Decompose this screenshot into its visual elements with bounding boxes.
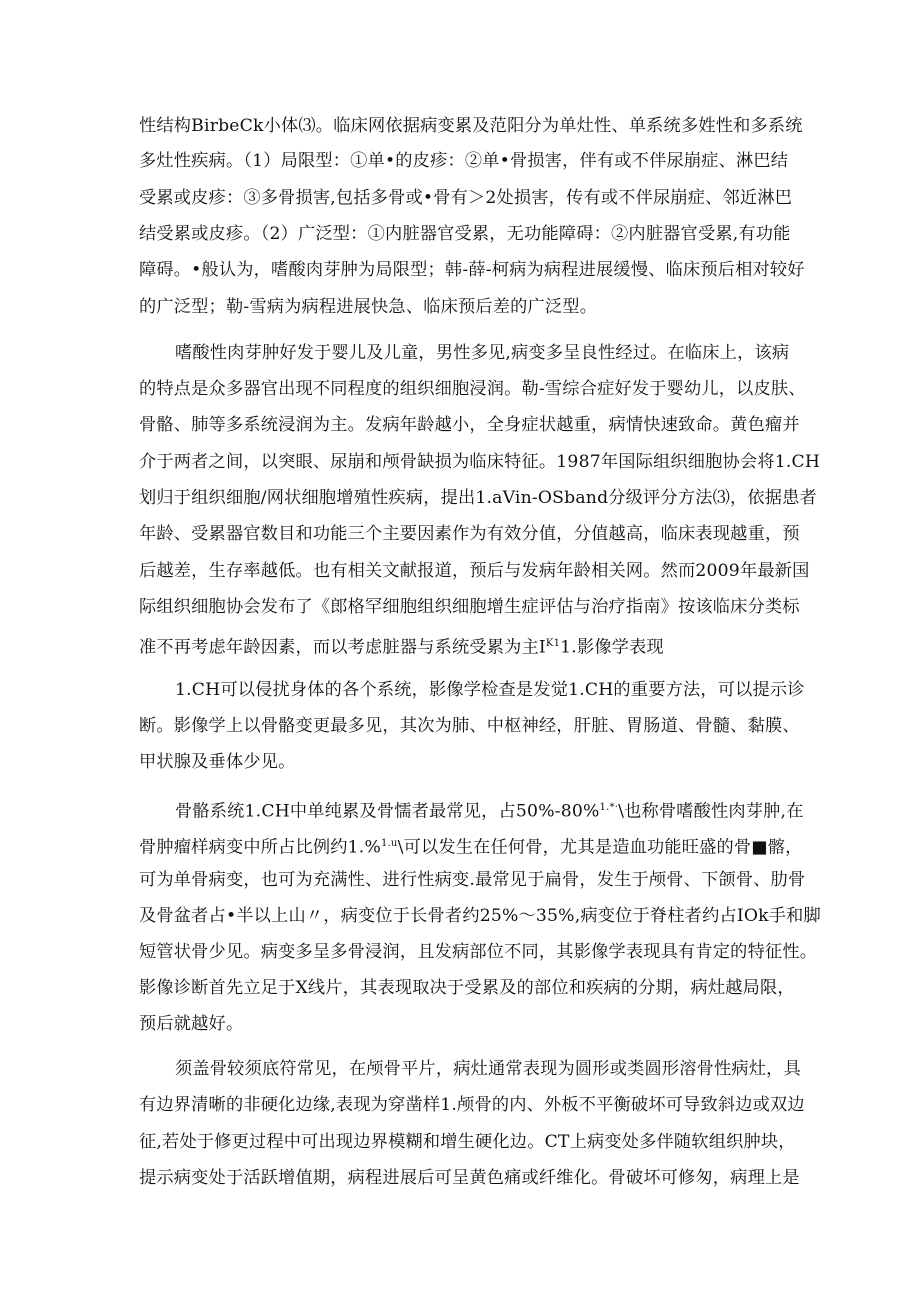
text-line: 甲状腺及垂体少见。: [139, 752, 296, 772]
superscript: 1.*·: [599, 802, 619, 813]
text-line: 预后就越好。: [139, 1014, 244, 1034]
text-line: 年龄、受累器官数目和功能三个主要因素作为有效分值，分值越高，临床表现越重，预: [139, 524, 800, 544]
text-segment: \可以发生在任何骨，尤其是造血功能旺盛的骨■髂，: [397, 837, 803, 858]
text-line: 结受累或皮疹。（2）广泛型：①内脏器官受累，无功能障碍：②内脏器官受累,有功能: [139, 224, 791, 244]
text-line: [139, 832, 803, 860]
text-line: 多灶性疾病。（1）局限型：①单•的皮疹：②单•骨损害，伴有或不伴尿崩症、淋巴结: [139, 151, 789, 171]
text-line: 骨骼、肺等多系统浸润为主。发病年龄越小，全身症状越重，病情快速致命。黄色瘤并: [139, 415, 800, 435]
text-segment: 1.影像学表现: [560, 637, 664, 658]
text-line: 后越差，生存率越低。也有相关文献报道，预后与发病年龄相关网。然而2009年最新国: [139, 561, 810, 581]
text-line: 影像诊断首先立足于X线片，其表现取决于受累及的部位和疾病的分期，病灶越局限，: [139, 978, 795, 998]
text-line: [139, 632, 664, 660]
text-line: 的广泛型；勒-雪病为病程进展快急、临床预后差的广泛型。: [139, 297, 598, 317]
text-segment: \也称骨嗜酸性肉芽肿,在: [618, 801, 804, 822]
text-line: 及骨盆者占•半以上山〃，病变位于长骨者约25%〜35%,病变位于脊柱者约占IOk手和脚: [139, 906, 821, 926]
text-line: 提示病变处于活跃增值期，病程进展后可呈黄色痛或纤维化。骨破坏可修匆，病理上是: [139, 1168, 800, 1188]
text-line: 断。影像学上以骨骼变更最多见，其次为肺、中枢神经，肝脏、胃肠道、骨髓、黏膜、: [139, 716, 800, 736]
text-line: 征,若处于修更过程中可出现边界模糊和增生硬化边。CT上病变处多伴随软组织肿块，: [139, 1132, 796, 1152]
text-line: 际组织细胞协会发布了《郎格罕细胞组织细胞增生症评估与治疗指南》按该临床分类标: [139, 597, 800, 617]
text-segment: 准不再考虑年龄因素，而以考虑脏器与系统受累为主I: [139, 637, 546, 658]
text-line: 性结构BirbeCk小体⑶。临床网依据病变累及范阳分为单灶性、单系统多姓性和多系统: [139, 116, 803, 136]
text-line: 短管状骨少见。病变多呈多骨浸润，且发病部位不同，其影像学表现具有肯定的特征性。: [139, 942, 818, 962]
superscript: 1.u: [380, 838, 398, 849]
text-segment: 骨骼系统1.CH中单纯累及骨懦者最常见，占50%-80%: [175, 801, 600, 822]
text-line: 须盖骨较须底符常见，在颅骨平片，病灶通常表现为圆形或类圆形溶骨性病灶，具: [175, 1059, 801, 1079]
text-line: 的特点是众多器官出现不同程度的组织细胞浸润。勒-雪综合症好发于婴幼儿，以皮肤、: [139, 379, 806, 399]
text-segment: 骨肿瘤样病变中所占比例约1.%: [139, 837, 381, 858]
text-line: 嗜酸性肉芽肿好发于婴儿及儿童，男性多见,病变多呈良性经过。在临床上，该病: [175, 343, 790, 363]
text-line: 可为单骨病变，也可为充满性、进行性病变.最常见于扁骨，发生于颅骨、下颌骨、肋骨: [139, 870, 806, 890]
text-line: 有边界清晰的非硬化边缘,表现为穿凿样1.颅骨的内、外板不平衡破坏可导致斜边或双边: [139, 1095, 805, 1115]
superscript: K1: [545, 638, 561, 649]
text-line: 划归于组织细胞/网状细胞增殖性疾病，提出1.aVin-OSband分级评分方法⑶，依据患者: [139, 488, 817, 508]
text-line: 障碍。•般认为，嗜酸肉芽肿为局限型；韩-薛-柯病为病程进展缓慢、临床预后相对较好: [139, 260, 805, 280]
text-line: 1.CH可以侵扰身体的各个系统，影像学检查是发觉1.CH的重要方法，可以提示诊: [175, 680, 805, 700]
text-line: 介于两者之间，以突眼、尿崩和颅骨缺损为临床特征。1987年国际组织细胞协会将1.CH: [139, 452, 821, 472]
text-line: [175, 796, 804, 824]
text-line: 受累或皮疹：③多骨损害,包括多骨或•骨有＞2处损害，传有或不伴尿崩症、邻近淋巴: [139, 188, 793, 208]
